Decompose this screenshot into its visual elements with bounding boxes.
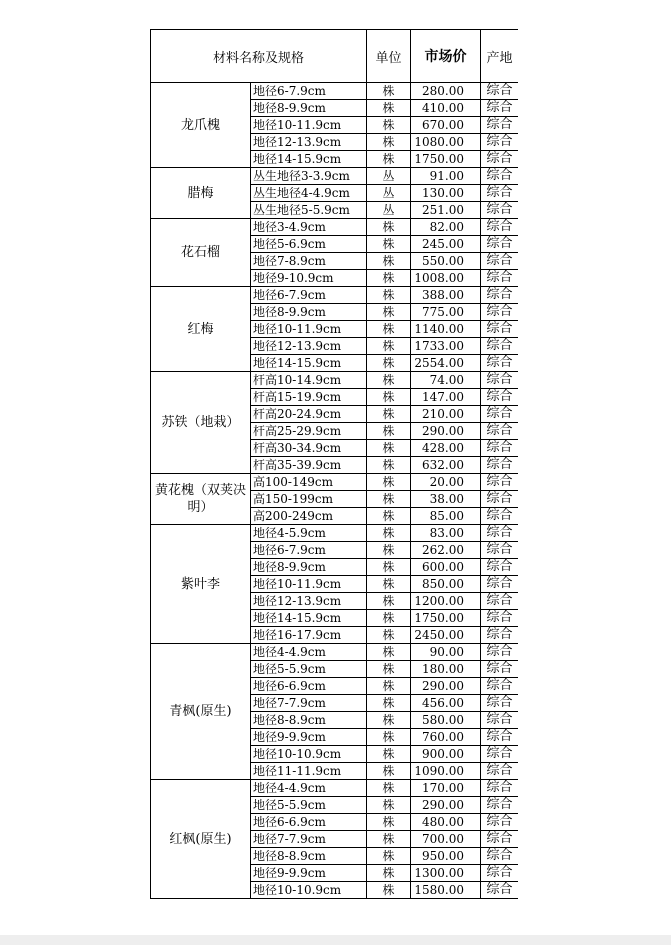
price-cell: 290.00 bbox=[411, 797, 481, 814]
price-cell: 580.00 bbox=[411, 712, 481, 729]
origin-cell: 综合 bbox=[481, 185, 518, 202]
unit-cell: 株 bbox=[367, 712, 411, 729]
unit-cell: 株 bbox=[367, 372, 411, 389]
spec-cell: 丛生地径5-5.9cm bbox=[251, 202, 367, 219]
unit-cell: 丛 bbox=[367, 202, 411, 219]
unit-cell: 株 bbox=[367, 593, 411, 610]
price-cell: 262.00 bbox=[411, 542, 481, 559]
spec-cell: 地径6-7.9cm bbox=[251, 287, 367, 304]
unit-cell: 株 bbox=[367, 627, 411, 644]
header-price: 市场价 bbox=[411, 30, 481, 83]
unit-cell: 株 bbox=[367, 695, 411, 712]
price-cell: 410.00 bbox=[411, 100, 481, 117]
origin-cell: 综合 bbox=[481, 627, 518, 644]
unit-cell: 丛 bbox=[367, 168, 411, 185]
header-row bbox=[151, 30, 519, 83]
price-cell: 1140.00 bbox=[411, 321, 481, 338]
unit-cell: 株 bbox=[367, 559, 411, 576]
origin-cell: 综合 bbox=[481, 525, 518, 542]
spec-cell: 高100-149cm bbox=[251, 474, 367, 491]
unit-cell: 株 bbox=[367, 117, 411, 134]
price-cell: 632.00 bbox=[411, 457, 481, 474]
price-cell: 82.00 bbox=[411, 219, 481, 236]
price-cell: 74.00 bbox=[411, 372, 481, 389]
origin-cell: 综合 bbox=[481, 117, 518, 134]
table-row bbox=[151, 780, 519, 797]
unit-cell: 株 bbox=[367, 508, 411, 525]
unit-cell: 株 bbox=[367, 746, 411, 763]
origin-cell: 综合 bbox=[481, 440, 518, 457]
unit-cell: 株 bbox=[367, 882, 411, 899]
unit-cell: 株 bbox=[367, 355, 411, 372]
price-cell: 1580.00 bbox=[411, 882, 481, 899]
unit-cell: 株 bbox=[367, 457, 411, 474]
spec-cell: 丛生地径4-4.9cm bbox=[251, 185, 367, 202]
price-cell: 290.00 bbox=[411, 678, 481, 695]
price-cell: 1080.00 bbox=[411, 134, 481, 151]
spec-cell: 地径14-15.9cm bbox=[251, 610, 367, 627]
unit-cell: 株 bbox=[367, 576, 411, 593]
spec-cell: 杆高15-19.9cm bbox=[251, 389, 367, 406]
spec-cell: 地径4-4.9cm bbox=[251, 780, 367, 797]
unit-cell: 株 bbox=[367, 678, 411, 695]
unit-cell: 株 bbox=[367, 831, 411, 848]
origin-cell: 综合 bbox=[481, 644, 518, 661]
unit-cell: 株 bbox=[367, 100, 411, 117]
material-name-cell: 紫叶李 bbox=[151, 525, 251, 644]
origin-cell: 综合 bbox=[481, 746, 518, 763]
spec-cell: 地径8-9.9cm bbox=[251, 100, 367, 117]
unit-cell: 株 bbox=[367, 270, 411, 287]
spec-cell: 地径10-10.9cm bbox=[251, 882, 367, 899]
origin-cell: 综合 bbox=[481, 661, 518, 678]
material-name-cell: 龙爪槐 bbox=[151, 83, 251, 168]
origin-cell: 综合 bbox=[481, 712, 518, 729]
price-cell: 147.00 bbox=[411, 389, 481, 406]
unit-cell: 株 bbox=[367, 83, 411, 100]
origin-cell: 综合 bbox=[481, 253, 518, 270]
spec-cell: 地径10-10.9cm bbox=[251, 746, 367, 763]
spec-cell: 杆高35-39.9cm bbox=[251, 457, 367, 474]
unit-cell: 株 bbox=[367, 474, 411, 491]
price-cell: 456.00 bbox=[411, 695, 481, 712]
spec-cell: 地径12-13.9cm bbox=[251, 338, 367, 355]
price-table bbox=[150, 29, 518, 899]
price-cell: 1750.00 bbox=[411, 610, 481, 627]
material-name-cell: 黄花槐（双荚决明） bbox=[151, 474, 251, 525]
origin-cell: 综合 bbox=[481, 559, 518, 576]
price-cell: 600.00 bbox=[411, 559, 481, 576]
table-row bbox=[151, 372, 519, 389]
unit-cell: 株 bbox=[367, 848, 411, 865]
origin-cell: 综合 bbox=[481, 287, 518, 304]
table-body bbox=[151, 83, 519, 899]
spec-cell: 地径8-9.9cm bbox=[251, 304, 367, 321]
origin-cell: 综合 bbox=[481, 100, 518, 117]
origin-cell: 综合 bbox=[481, 406, 518, 423]
spec-cell: 地径7-7.9cm bbox=[251, 831, 367, 848]
origin-cell: 综合 bbox=[481, 610, 518, 627]
price-cell: 2554.00 bbox=[411, 355, 481, 372]
price-cell: 85.00 bbox=[411, 508, 481, 525]
price-cell: 1750.00 bbox=[411, 151, 481, 168]
origin-cell: 综合 bbox=[481, 865, 518, 882]
spec-cell: 地径10-11.9cm bbox=[251, 576, 367, 593]
price-cell: 480.00 bbox=[411, 814, 481, 831]
unit-cell: 株 bbox=[367, 780, 411, 797]
spec-cell: 地径3-4.9cm bbox=[251, 219, 367, 236]
spec-cell: 地径7-8.9cm bbox=[251, 253, 367, 270]
spec-cell: 地径14-15.9cm bbox=[251, 355, 367, 372]
unit-cell: 株 bbox=[367, 763, 411, 780]
spec-cell: 地径11-11.9cm bbox=[251, 763, 367, 780]
origin-cell: 综合 bbox=[481, 491, 518, 508]
spec-cell: 地径5-6.9cm bbox=[251, 236, 367, 253]
unit-cell: 株 bbox=[367, 219, 411, 236]
origin-cell: 综合 bbox=[481, 168, 518, 185]
price-cell: 700.00 bbox=[411, 831, 481, 848]
spec-cell: 地径6-6.9cm bbox=[251, 678, 367, 695]
unit-cell: 株 bbox=[367, 814, 411, 831]
origin-cell: 综合 bbox=[481, 372, 518, 389]
origin-cell: 综合 bbox=[481, 848, 518, 865]
unit-cell: 株 bbox=[367, 423, 411, 440]
origin-cell: 综合 bbox=[481, 593, 518, 610]
price-cell: 245.00 bbox=[411, 236, 481, 253]
material-name-cell: 苏铁（地栽） bbox=[151, 372, 251, 474]
price-cell: 90.00 bbox=[411, 644, 481, 661]
origin-cell: 综合 bbox=[481, 542, 518, 559]
spec-cell: 地径6-6.9cm bbox=[251, 814, 367, 831]
spec-cell: 地径8-9.9cm bbox=[251, 559, 367, 576]
page-footer-band bbox=[0, 935, 671, 945]
origin-cell: 综合 bbox=[481, 202, 518, 219]
price-cell: 388.00 bbox=[411, 287, 481, 304]
price-cell: 20.00 bbox=[411, 474, 481, 491]
origin-cell: 综合 bbox=[481, 780, 518, 797]
unit-cell: 丛 bbox=[367, 185, 411, 202]
spec-cell: 杆高25-29.9cm bbox=[251, 423, 367, 440]
price-cell: 130.00 bbox=[411, 185, 481, 202]
origin-cell: 综合 bbox=[481, 338, 518, 355]
origin-cell: 综合 bbox=[481, 763, 518, 780]
price-cell: 1200.00 bbox=[411, 593, 481, 610]
origin-cell: 综合 bbox=[481, 219, 518, 236]
spec-cell: 地径9-10.9cm bbox=[251, 270, 367, 287]
spec-cell: 地径12-13.9cm bbox=[251, 134, 367, 151]
spec-cell: 地径7-7.9cm bbox=[251, 695, 367, 712]
spec-cell: 杆高20-24.9cm bbox=[251, 406, 367, 423]
spec-cell: 地径8-8.9cm bbox=[251, 712, 367, 729]
spec-cell: 地径10-11.9cm bbox=[251, 117, 367, 134]
origin-cell: 综合 bbox=[481, 151, 518, 168]
origin-cell: 综合 bbox=[481, 831, 518, 848]
origin-cell: 综合 bbox=[481, 270, 518, 287]
table-row bbox=[151, 525, 519, 542]
origin-cell: 综合 bbox=[481, 236, 518, 253]
origin-cell: 综合 bbox=[481, 134, 518, 151]
material-name-cell: 花石榴 bbox=[151, 219, 251, 287]
spec-cell: 地径10-11.9cm bbox=[251, 321, 367, 338]
unit-cell: 株 bbox=[367, 134, 411, 151]
spec-cell: 地径6-7.9cm bbox=[251, 83, 367, 100]
price-cell: 290.00 bbox=[411, 423, 481, 440]
price-cell: 1008.00 bbox=[411, 270, 481, 287]
origin-cell: 综合 bbox=[481, 474, 518, 491]
spec-cell: 地径9-9.9cm bbox=[251, 865, 367, 882]
price-cell: 91.00 bbox=[411, 168, 481, 185]
spec-cell: 地径9-9.9cm bbox=[251, 729, 367, 746]
price-cell: 251.00 bbox=[411, 202, 481, 219]
price-cell: 428.00 bbox=[411, 440, 481, 457]
unit-cell: 株 bbox=[367, 304, 411, 321]
table-row bbox=[151, 219, 519, 236]
price-cell: 670.00 bbox=[411, 117, 481, 134]
origin-cell: 综合 bbox=[481, 678, 518, 695]
spec-cell: 地径4-4.9cm bbox=[251, 644, 367, 661]
unit-cell: 株 bbox=[367, 661, 411, 678]
spec-cell: 杆高10-14.9cm bbox=[251, 372, 367, 389]
header-name: 材料名称及规格 bbox=[151, 30, 367, 83]
spec-cell: 地径14-15.9cm bbox=[251, 151, 367, 168]
origin-cell: 综合 bbox=[481, 797, 518, 814]
price-cell: 775.00 bbox=[411, 304, 481, 321]
spec-cell: 杆高30-34.9cm bbox=[251, 440, 367, 457]
unit-cell: 株 bbox=[367, 797, 411, 814]
table-row bbox=[151, 168, 519, 185]
origin-cell: 综合 bbox=[481, 695, 518, 712]
price-cell: 83.00 bbox=[411, 525, 481, 542]
unit-cell: 株 bbox=[367, 542, 411, 559]
header-unit: 单位 bbox=[367, 30, 411, 83]
unit-cell: 株 bbox=[367, 525, 411, 542]
price-cell: 170.00 bbox=[411, 780, 481, 797]
price-cell: 760.00 bbox=[411, 729, 481, 746]
unit-cell: 株 bbox=[367, 491, 411, 508]
price-cell: 1300.00 bbox=[411, 865, 481, 882]
unit-cell: 株 bbox=[367, 440, 411, 457]
origin-cell: 综合 bbox=[481, 389, 518, 406]
unit-cell: 株 bbox=[367, 253, 411, 270]
spec-cell: 地径6-7.9cm bbox=[251, 542, 367, 559]
price-cell: 1733.00 bbox=[411, 338, 481, 355]
origin-cell: 综合 bbox=[481, 355, 518, 372]
material-name-cell: 青枫(原生) bbox=[151, 644, 251, 780]
unit-cell: 株 bbox=[367, 321, 411, 338]
origin-cell: 综合 bbox=[481, 423, 518, 440]
unit-cell: 株 bbox=[367, 406, 411, 423]
unit-cell: 株 bbox=[367, 338, 411, 355]
price-cell: 2450.00 bbox=[411, 627, 481, 644]
material-name-cell: 腊梅 bbox=[151, 168, 251, 219]
spec-cell: 丛生地径3-3.9cm bbox=[251, 168, 367, 185]
price-cell: 280.00 bbox=[411, 83, 481, 100]
origin-cell: 综合 bbox=[481, 508, 518, 525]
table-row bbox=[151, 474, 519, 491]
spec-cell: 地径8-8.9cm bbox=[251, 848, 367, 865]
price-table-container bbox=[150, 29, 518, 910]
price-cell: 550.00 bbox=[411, 253, 481, 270]
material-name-cell: 红梅 bbox=[151, 287, 251, 372]
unit-cell: 株 bbox=[367, 610, 411, 627]
origin-cell: 综合 bbox=[481, 729, 518, 746]
origin-cell: 综合 bbox=[481, 576, 518, 593]
origin-cell: 综合 bbox=[481, 882, 518, 899]
origin-cell: 综合 bbox=[481, 83, 518, 100]
origin-cell: 综合 bbox=[481, 814, 518, 831]
table-row bbox=[151, 287, 519, 304]
spec-cell: 地径5-5.9cm bbox=[251, 661, 367, 678]
unit-cell: 株 bbox=[367, 389, 411, 406]
unit-cell: 株 bbox=[367, 151, 411, 168]
price-cell: 180.00 bbox=[411, 661, 481, 678]
header-origin: 产地 bbox=[481, 30, 518, 83]
origin-cell: 综合 bbox=[481, 321, 518, 338]
unit-cell: 株 bbox=[367, 729, 411, 746]
unit-cell: 株 bbox=[367, 287, 411, 304]
price-cell: 850.00 bbox=[411, 576, 481, 593]
price-cell: 950.00 bbox=[411, 848, 481, 865]
spec-cell: 地径5-5.9cm bbox=[251, 797, 367, 814]
price-cell: 1090.00 bbox=[411, 763, 481, 780]
spec-cell: 地径16-17.9cm bbox=[251, 627, 367, 644]
spec-cell: 高150-199cm bbox=[251, 491, 367, 508]
spec-cell: 地径4-5.9cm bbox=[251, 525, 367, 542]
unit-cell: 株 bbox=[367, 865, 411, 882]
table-row bbox=[151, 83, 519, 100]
price-cell: 210.00 bbox=[411, 406, 481, 423]
origin-cell: 综合 bbox=[481, 457, 518, 474]
table-row bbox=[151, 644, 519, 661]
origin-cell: 综合 bbox=[481, 304, 518, 321]
material-name-cell: 红枫(原生) bbox=[151, 780, 251, 899]
unit-cell: 株 bbox=[367, 236, 411, 253]
spec-cell: 高200-249cm bbox=[251, 508, 367, 525]
price-cell: 900.00 bbox=[411, 746, 481, 763]
unit-cell: 株 bbox=[367, 644, 411, 661]
price-cell: 38.00 bbox=[411, 491, 481, 508]
spec-cell: 地径12-13.9cm bbox=[251, 593, 367, 610]
